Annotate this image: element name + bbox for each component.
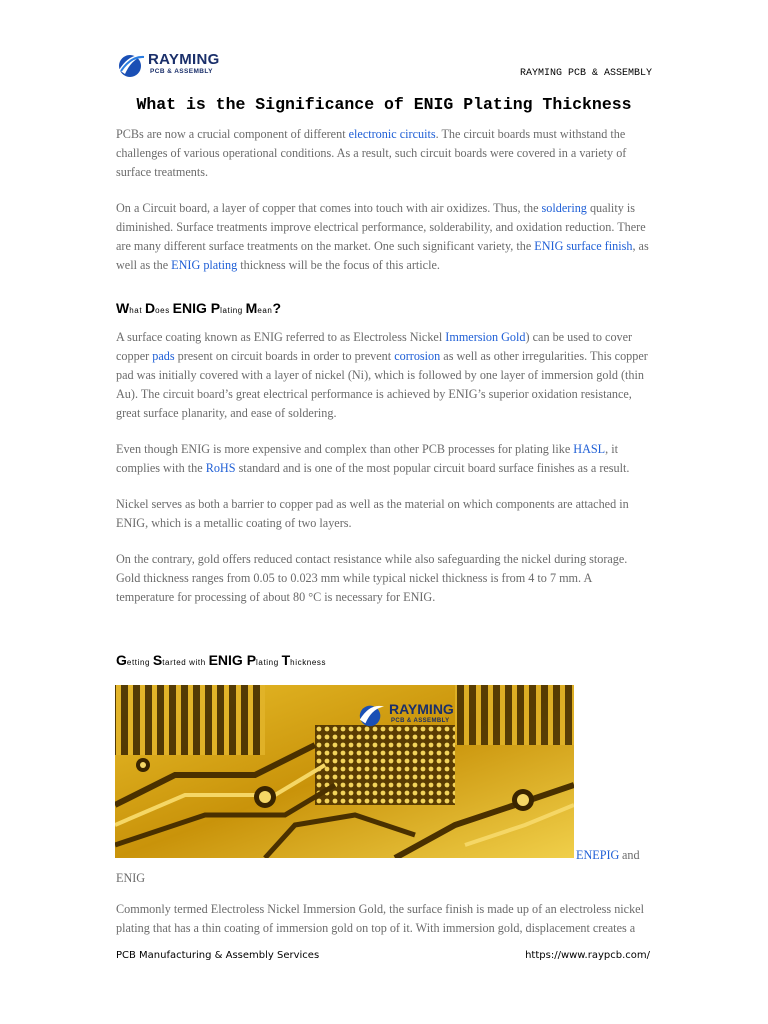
section-heading-getting-started: Getting Started with ENIG Plating Thickness xyxy=(116,652,327,668)
paragraph-enig-description: Commonly termed Electroless Nickel Immersion Gold, the surface finish is made up of an electroless nickel plating that has a thin coating of immersion gold on top of it. With immersion gold, displacement creates a xyxy=(116,902,644,935)
caption-enig: ENIG xyxy=(116,871,146,885)
link-hasl[interactable]: HASL xyxy=(573,442,606,456)
paragraph-surface-treatments: On a Circuit board, a layer of copper that comes into touch with air oxidizes. Thus, the soldering quality is diminished. Surface treatments improve electrical performance, solderability, and oxidation reduction. There are many different surface treatments on the market. One such significant variety, the ENIG surface finish, as well as the ENIG plating thickness will be the focus of this article. xyxy=(116,201,649,272)
rayming-swoosh-icon xyxy=(116,50,146,80)
rayming-logo xyxy=(116,50,220,82)
footer-url[interactable]: https://www.raypcb.com/ xyxy=(525,950,650,961)
section-heading-what-does-enig-mean: What Does ENIG Plating Mean? xyxy=(116,300,282,316)
document-title: What is the Significance of ENIG Plating Thickness xyxy=(136,95,632,114)
link-enig-surface-finish[interactable]: ENIG surface finish xyxy=(534,239,633,253)
image-watermark-logo xyxy=(357,701,457,731)
logo-name: RAYMING xyxy=(148,51,220,68)
paragraph-nickel-barrier: Nickel serves as both a barrier to copper pad as well as the material on which components are attached in ENIG, which is a metallic coating of two layers. xyxy=(116,497,629,530)
image-logo-subtitle: PCB & ASSEMBLY xyxy=(391,718,450,724)
link-rohs[interactable]: RoHS xyxy=(205,461,236,475)
image-logo-name: RAYMING xyxy=(389,701,454,717)
paragraph-intro: PCBs are now a crucial component of different electronic circuits. The circuit boards must withstand the challenges of various operational conditions. As a result, such circuit boards were covered in a variety of surface treatments. xyxy=(116,127,627,179)
caption-and: and xyxy=(622,848,640,862)
header-company-name: RAYMING PCB & ASSEMBLY xyxy=(519,68,652,79)
paragraph-enig-cost: Even though ENIG is more expensive and complex than other PCB processes for plating like HASL, it complies with the RoHS standard and is one of the most popular circuit board surface finishes as a result. xyxy=(116,442,630,475)
paragraph-enig-definition: A surface coating known as ENIG referred to as Electroless Nickel Immersion Gold) can be used to cover copper pads present on circuit boards in order to prevent corrosion as well as other irregularities. This copper pad was initially covered with a layer of nickel (Ni), which is followed by one layer of immersion gold (thin Au). The circuit board’s great electrical performance is achieved by ENIG’s superior oxidation resistance, great surface planarity, and ease of soldering. xyxy=(116,330,648,420)
link-enepig[interactable]: ENEPIG xyxy=(576,848,620,862)
link-electronic-circuits[interactable]: electronic circuits xyxy=(348,127,436,141)
link-soldering[interactable]: soldering xyxy=(541,201,587,215)
rayming-swoosh-icon xyxy=(357,701,385,729)
link-immersion-gold[interactable]: Immersion Gold xyxy=(445,330,526,344)
link-corrosion[interactable]: corrosion xyxy=(394,349,441,363)
logo-subtitle: PCB & ASSEMBLY xyxy=(150,68,213,75)
enig-pcb-image xyxy=(115,685,574,858)
pcb-board-illustration xyxy=(115,685,574,858)
link-enig-plating[interactable]: ENIG plating xyxy=(171,258,238,272)
link-pads[interactable]: pads xyxy=(152,349,175,363)
footer-services: PCB Manufacturing & Assembly Services xyxy=(116,950,320,961)
paragraph-gold-thickness: On the contrary, gold offers reduced contact resistance while also safeguarding the nickel during storage. Gold thickness ranges from 0.05 to 0.023 mm while typical nickel thickness is from 4 to 7 mm. A temperature for processing of about 80 °C is necessary for ENIG. xyxy=(116,552,628,604)
